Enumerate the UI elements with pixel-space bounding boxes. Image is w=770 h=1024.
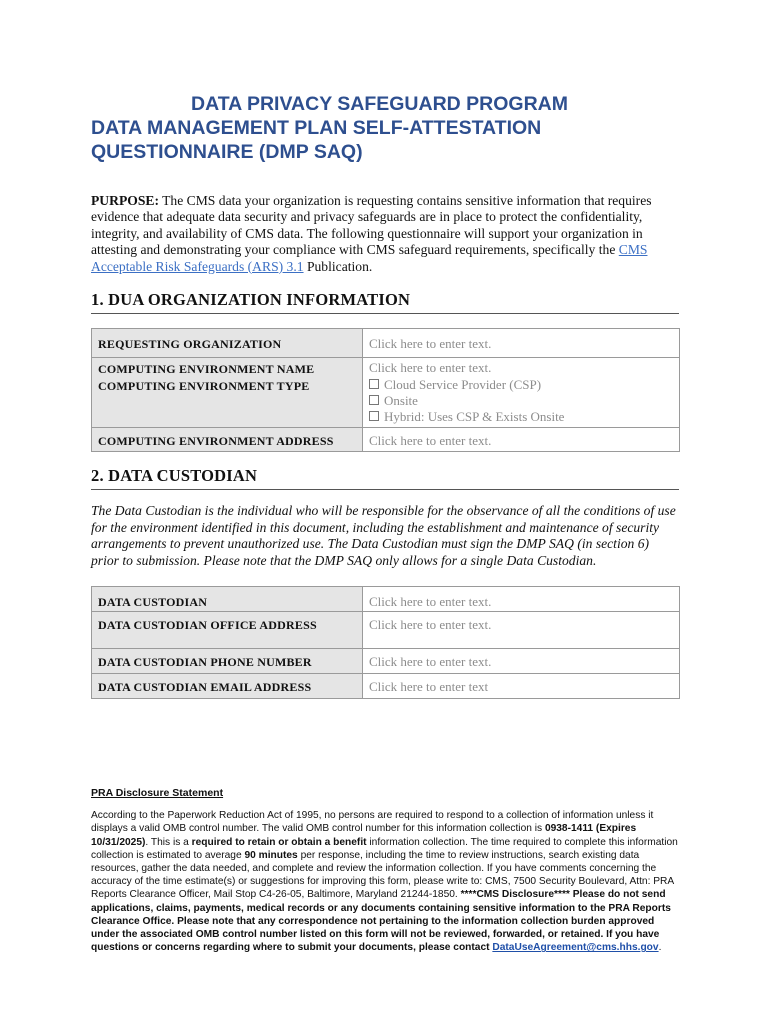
requesting-organization-field[interactable]: Click here to enter text. xyxy=(363,329,680,358)
checkbox-onsite[interactable] xyxy=(369,393,673,409)
pra-text: information collection. The time required to complete this information collection is estimated to average xyxy=(91,836,678,861)
table-row xyxy=(92,358,680,378)
purpose-text: The CMS data your organization is requesting contains sensitive information that requires evidence that adequate data security and privacy safeguards are in place to protect the confidentiality, integrity, and availability of CMS data. The following questionnaire will support your organization in attesting and demonstrating your compliance with CMS safeguard requirements, specifically the xyxy=(91,193,652,258)
checkbox-icon xyxy=(369,395,379,405)
environment-type-options xyxy=(363,377,680,428)
email-address-label: DATA CUSTODIAN EMAIL ADDRESS xyxy=(92,674,363,699)
office-address-label: DATA CUSTODIAN OFFICE ADDRESS xyxy=(92,612,363,649)
email-address-field[interactable]: Click here to enter text xyxy=(363,674,680,699)
environment-address-field[interactable]: Click here to enter text. xyxy=(363,428,680,452)
pra-text: . This is a xyxy=(145,836,189,848)
title-line-1: DATA PRIVACY SAFEGUARD PROGRAM xyxy=(191,93,569,115)
pra-text: . xyxy=(658,942,662,954)
environment-name-label: COMPUTING ENVIRONMENT NAME xyxy=(92,358,363,378)
pra-minutes: 90 minutes xyxy=(244,849,298,861)
checkbox-csp[interactable] xyxy=(369,377,673,393)
data-custodian-intro: The Data Custodian is the individual who will be responsible for the observance of all the conditions of use for the environment identified in this document, including the establishment and maintenance of security arrangements to prevent unauthorized use. The Data Custodian must sign the DMP SAQ (in section 6) prior to submission. Please note that the DMP SAQ only allows for a single Data Custodian. xyxy=(91,503,676,568)
cms-disclosure: ****CMS Disclosure**** Please do not send applications, claims, payments, medical records or any documents containing sensitive information to the PRA Reports Clearance Office. Please note that any correspondence not pertaining to the information collection burden approved under the associated OMB control number listed on this form will not be reviewed, forwarded, or retained. If you have questions or concerns regarding where to submit your documents, please contact xyxy=(91,889,671,954)
phone-number-field[interactable]: Click here to enter text. xyxy=(363,649,680,674)
pra-text: per response, including the time to review instructions, search existing data resources, gather the data needed, and complete and review the information collection. If you have comments concerning the accuracy of the time estimate(s) or suggestions for improving this form, please write to: CMS, 7500 Security Boulevard, Attn: PRA Reports Clearance Officer, Mail Stop C4-26-05, Baltimore, Maryland 21244-1850. xyxy=(91,849,674,901)
option-label: Cloud Service Provider (CSP) xyxy=(384,377,542,392)
document-title xyxy=(91,92,711,164)
organization-info-table xyxy=(91,328,680,452)
purpose-label: PURPOSE: xyxy=(91,193,159,208)
table-row xyxy=(92,612,680,649)
ars-link[interactable]: CMS Acceptable Risk Safeguards (ARS) 3.1 xyxy=(91,242,648,274)
table-row xyxy=(92,377,680,428)
contact-email-link[interactable]: DataUseAgreement@cms.hhs.gov xyxy=(492,942,659,954)
option-label: Onsite xyxy=(384,393,418,408)
phone-number-label: DATA CUSTODIAN PHONE NUMBER xyxy=(92,649,363,674)
pra-text: According to the Paperwork Reduction Act of 1995, no persons are required to respond to a collection of information unless it displays a valid OMB control number. The valid OMB control number for this information collection is xyxy=(91,810,654,835)
environment-type-label: COMPUTING ENVIRONMENT TYPE xyxy=(92,377,363,428)
table-row xyxy=(92,649,680,674)
section-2-heading: 2. DATA CUSTODIAN xyxy=(91,466,679,490)
checkbox-hybrid[interactable] xyxy=(369,409,673,425)
data-custodian-field[interactable]: Click here to enter text. xyxy=(363,587,680,612)
purpose-tail: Publication. xyxy=(306,258,373,274)
omb-number: 0938-1411 (Expires 10/31/2025) xyxy=(91,823,637,848)
pra-required: required to retain or obtain a benefit xyxy=(191,836,367,848)
option-label: Hybrid: Uses CSP & Exists Onsite xyxy=(384,409,565,424)
title-line-3: QUESTIONNAIRE (DMP SAQ) xyxy=(91,141,363,163)
data-custodian-label: DATA CUSTODIAN xyxy=(92,587,363,612)
section-1-heading: 1. DUA ORGANIZATION INFORMATION xyxy=(91,290,679,314)
pra-title: PRA Disclosure Statement xyxy=(91,787,224,799)
requesting-organization-label: REQUESTING ORGANIZATION xyxy=(92,329,363,358)
checkbox-icon xyxy=(369,411,379,421)
title-line-2: DATA MANAGEMENT PLAN SELF-ATTESTATION xyxy=(91,117,542,139)
purpose-paragraph xyxy=(91,193,671,275)
table-row xyxy=(92,674,680,699)
office-address-field[interactable]: Click here to enter text. xyxy=(363,612,680,649)
environment-name-field[interactable]: Click here to enter text. xyxy=(363,358,680,378)
environment-address-label: COMPUTING ENVIRONMENT ADDRESS xyxy=(92,428,363,452)
table-row xyxy=(92,587,680,612)
table-row xyxy=(92,428,680,452)
checkbox-icon xyxy=(369,379,379,389)
pra-disclosure xyxy=(91,787,681,954)
table-row xyxy=(92,329,680,358)
pra-body xyxy=(91,809,681,954)
data-custodian-table xyxy=(91,586,680,699)
